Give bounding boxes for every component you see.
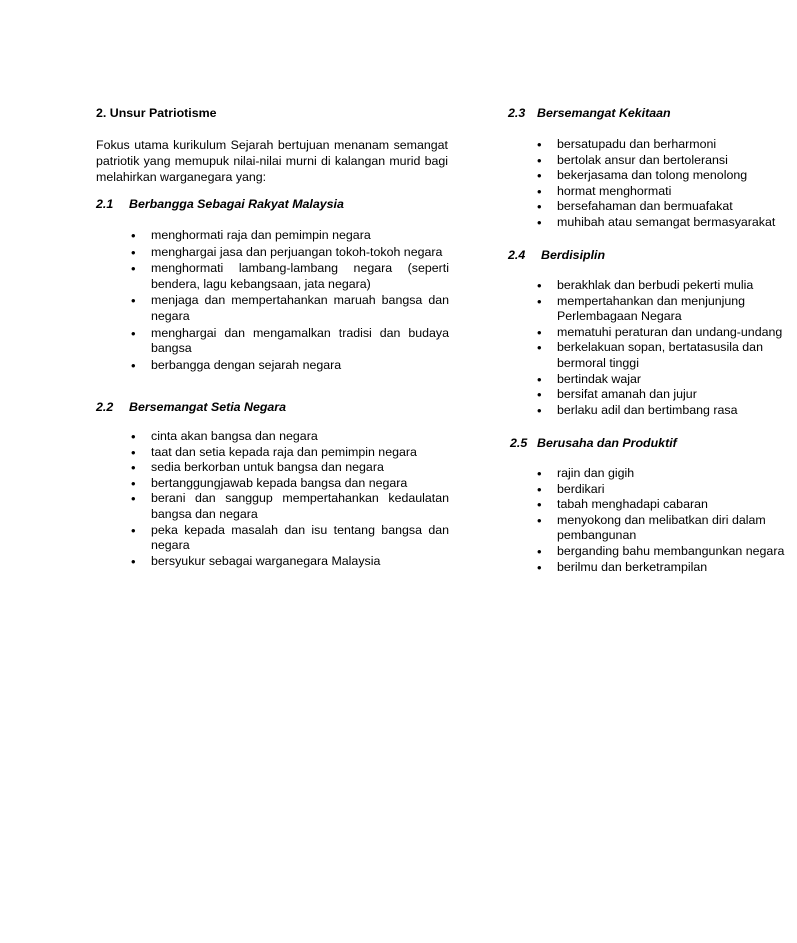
list-item: • bersifat amanah dan jujur <box>537 387 797 403</box>
list-item: • bertindak wajar <box>537 372 797 388</box>
list-item: • mematuhi peraturan dan undang-undang <box>537 325 797 341</box>
list-item: • bertolak ansur dan bertoleransi <box>537 153 797 169</box>
list-item: • berlaku adil dan bertimbang rasa <box>537 403 797 419</box>
list-item: • muhibah atau semangat bermasyarakat <box>537 215 797 231</box>
section-2-2-list <box>131 429 449 569</box>
list-item: • cinta akan bangsa dan negara <box>131 429 449 445</box>
list-item: • peka kepada masalah dan isu tentang bangsa dan negara <box>131 523 449 554</box>
intro-paragraph: Fokus utama kurikulum Sejarah bertujuan menanam semangat patriotik yang memupuk nilai-nilai murni di kalangan murid bagi melahirkan warganegara yang: <box>96 138 448 184</box>
section-2-1-title: Berbangga Sebagai Rakyat Malaysia <box>129 197 344 211</box>
list-item: • mempertahankan dan menjunjung Perlembagaan Negara <box>537 294 775 325</box>
list-item: • menyokong dan melibatkan diri dalam pembangunan <box>537 513 775 544</box>
list-item: • tabah menghadapi cabaran <box>537 497 797 513</box>
section-2-5-number: 2.5 <box>510 436 528 450</box>
list-item: • rajin dan gigih <box>537 466 797 482</box>
right-column <box>500 0 785 943</box>
list-item: • berkelakuan sopan, bertatasusila dan bermoral tinggi <box>537 340 775 371</box>
list-item: • berbangga dengan sejarah negara <box>131 358 449 374</box>
section-2-2-number: 2.2 <box>96 400 114 414</box>
section-2-4-title: Berdisiplin <box>541 248 606 262</box>
section-2-2-title: Bersemangat Setia Negara <box>129 400 287 414</box>
list-item: • menjaga dan mempertahankan maruah bangsa dan negara <box>131 293 449 324</box>
section-title: 2. Unsur Patriotisme <box>96 106 217 120</box>
list-item: • sedia berkorban untuk bangsa dan negara <box>131 460 449 476</box>
list-item: • berani dan sanggup mempertahankan kedaulatan bangsa dan negara <box>131 491 449 522</box>
list-item: • menghormati raja dan pemimpin negara <box>131 228 449 244</box>
section-2-1-list <box>131 228 449 373</box>
section-2-3-title: Bersemangat Kekitaan <box>537 106 671 120</box>
list-item: • bekerjasama dan tolong menolong <box>537 168 797 184</box>
section-2-5-title: Berusaha dan Produktif <box>537 436 677 450</box>
list-item: • bersyukur sebagai warganegara Malaysia <box>131 554 449 570</box>
section-2-3-list <box>537 137 797 231</box>
list-item: • berakhlak dan berbudi pekerti mulia <box>537 278 797 294</box>
section-2-1-number: 2.1 <box>96 197 114 211</box>
section-2-3-number: 2.3 <box>508 106 526 120</box>
list-item: • hormat menghormati <box>537 184 797 200</box>
list-item: • menghargai jasa dan perjuangan tokoh-tokoh negara <box>131 245 449 261</box>
list-item: • bersatupadu dan berharmoni <box>537 137 797 153</box>
list-item: • menghargai dan mengamalkan tradisi dan budaya bangsa <box>131 326 449 357</box>
list-item: • berdikari <box>537 482 797 498</box>
list-item: • berilmu dan berketrampilan <box>537 560 797 576</box>
list-item: • berganding bahu membangunkan negara <box>537 544 797 560</box>
section-2-4-list <box>537 278 797 418</box>
list-item: • menghormati lambang-lambang negara (seperti bendera, lagu kebangsaan, jata negara) <box>131 261 449 292</box>
section-2-4-number: 2.4 <box>508 248 526 262</box>
section-2-5-list <box>537 466 797 575</box>
list-item: • bersefahaman dan bermuafakat <box>537 199 797 215</box>
list-item: • taat dan setia kepada raja dan pemimpin negara <box>131 445 449 461</box>
list-item: • bertanggungjawab kepada bangsa dan negara <box>131 476 449 492</box>
